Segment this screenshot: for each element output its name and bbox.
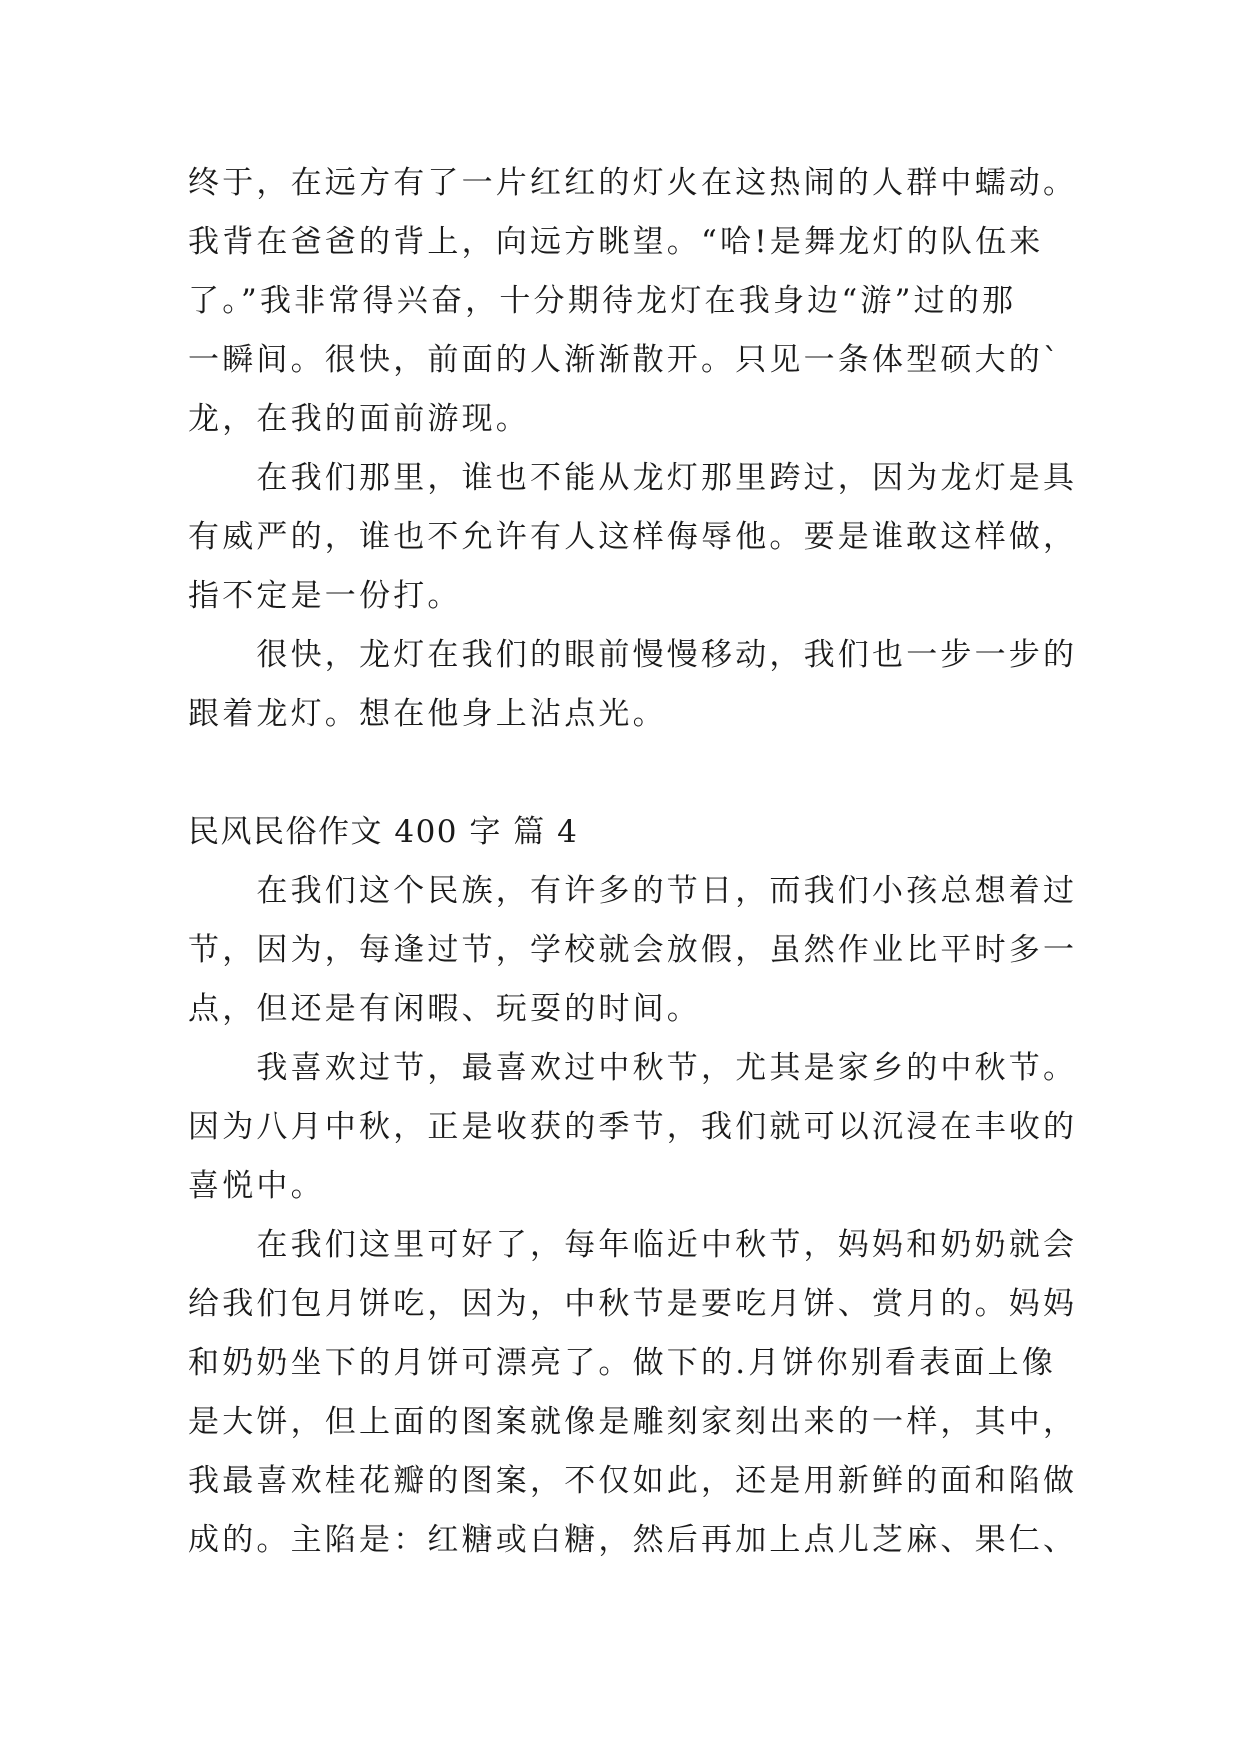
text-line: 给我们包月饼吃，因为，中秋节是要吃月饼、赏月的。妈妈 (188, 1286, 1078, 1322)
text-line: 在我们那里，谁也不能从龙灯那里跨过，因为龙灯是具 (188, 460, 1078, 496)
text-line: 喜悦中。 (188, 1168, 325, 1204)
text-line: 我背在爸爸的背上，向远方眺望。“哈!是舞龙灯的队伍来 (188, 224, 1044, 260)
text-line: 一瞬间。很快，前面的人渐渐散开。只见一条体型硕大的` (188, 342, 1062, 378)
text-line: 点，但还是有闲暇、玩耍的时间。 (188, 991, 701, 1027)
text-line: 龙，在我的面前游现。 (188, 401, 530, 437)
text-line: 在我们这个民族，有许多的节日，而我们小孩总想着过 (188, 873, 1078, 909)
section-title: 民风民俗作文 400 字 篇 4 (188, 814, 579, 850)
text-line: 很快，龙灯在我们的眼前慢慢移动，我们也一步一步的 (188, 637, 1078, 673)
text-line: 我喜欢过节，最喜欢过中秋节，尤其是家乡的中秋节。 (188, 1050, 1078, 1086)
text-line: 在我们这里可好了，每年临近中秋节，妈妈和奶奶就会 (188, 1227, 1078, 1263)
text-line: 节，因为，每逢过节，学校就会放假，虽然作业比平时多一 (188, 932, 1078, 968)
text-line: 我最喜欢桂花瓣的图案，不仅如此，还是用新鲜的面和陷做 (188, 1463, 1078, 1499)
text-line: 是大饼，但上面的图案就像是雕刻家刻出来的一样，其中， (188, 1404, 1078, 1440)
text-line: 因为八月中秋，正是收获的季节，我们就可以沉浸在丰收的 (188, 1109, 1078, 1145)
text-line: 和奶奶坐下的月饼可漂亮了。做下的.月饼你别看表面上像 (188, 1345, 1057, 1381)
section-spacer (188, 744, 1068, 803)
text-line: 了。”我非常得兴奋，十分期待龙灯在我身边“游”过的那 (188, 283, 1017, 319)
text-line: 有威严的，谁也不允许有人这样侮辱他。要是谁敢这样做， (188, 519, 1078, 555)
text-line: 成的。主陷是：红糖或白糖，然后再加上点儿芝麻、果仁、 (188, 1522, 1078, 1558)
text-line: 指不定是一份打。 (188, 578, 462, 614)
text-line: 跟着龙灯。想在他身上沾点光。 (188, 696, 667, 732)
text-line: 终于，在远方有了一片红红的灯火在这热闹的人群中蠕动。 (188, 165, 1078, 201)
document-body (188, 154, 1078, 1570)
